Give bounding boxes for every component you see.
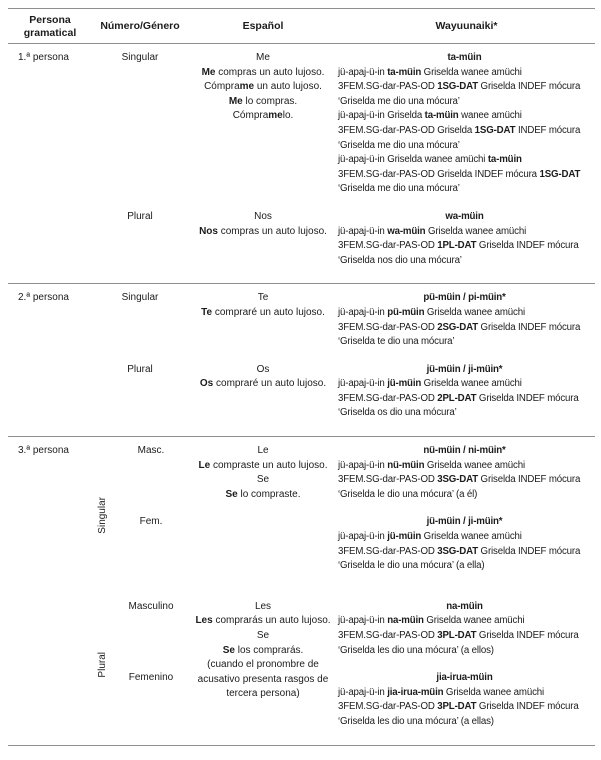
espanol-line [190, 95, 336, 110]
wayuunaiki-line-highlight: jü-müin / ji-müin* [426, 363, 503, 375]
wayuunaiki-line-highlight: pü-müin [387, 306, 425, 318]
espanol-line-text: Se [256, 474, 270, 486]
espanol-line [190, 51, 336, 66]
espanol-line [190, 80, 336, 95]
espanol-line-highlight: Se [222, 644, 235, 656]
wayuunaiki-line [338, 182, 591, 197]
wayuunaiki-line-text: jü-apaj-ü-in [338, 459, 388, 471]
wayuunaiki-cell [338, 444, 595, 515]
espanol-line-highlight: me [239, 81, 255, 93]
wayuunaiki-cell [338, 515, 595, 599]
espanol-cell [188, 51, 338, 210]
wayuunaiki-line [338, 629, 591, 644]
espanol-line [190, 473, 336, 488]
wayuunaiki-line-text: jü-apaj-ü-in Griselda [338, 110, 425, 122]
wayuunaiki-cell [338, 600, 595, 671]
wayuunaiki-line [338, 51, 591, 66]
numero-rotated-label [92, 444, 114, 600]
wayuunaiki-line [338, 559, 591, 574]
wayuunaiki-line-highlight: jü-müin [387, 531, 422, 543]
wayuunaiki-line [338, 600, 591, 615]
espanol-line [190, 644, 336, 659]
section-persona-3 [8, 436, 595, 745]
wayuunaiki-line [338, 210, 591, 225]
wayuunaiki-line-highlight: ta-müin [487, 154, 522, 166]
espanol-line-text: compraste un auto lujoso. [210, 459, 328, 471]
wayuunaiki-line-text: ‘Griselda le dio una mócura’ (a él) [338, 488, 478, 500]
espanol-line-highlight: Les [195, 615, 213, 627]
wayuunaiki-line-highlight: 1SG-DAT [539, 168, 581, 180]
wayuunaiki-line-text: Griselda INDEF mócura [478, 474, 581, 486]
espanol-line-text: un auto lujoso. [254, 81, 322, 93]
espanol-line [190, 210, 336, 225]
wayuunaiki-line [338, 377, 591, 392]
numero-rotated-label [92, 600, 114, 743]
wayuunaiki-line-highlight: 3SG-DAT [437, 474, 479, 486]
espanol-line-text: compraré un auto lujoso. [213, 378, 327, 390]
wayuunaiki-line-highlight: ta-müin [387, 66, 422, 78]
persona-label: 1.ª persona [18, 52, 69, 63]
wayuunaiki-line-highlight: na-müin [387, 615, 424, 627]
wayuunaiki-line [338, 363, 591, 378]
wayuunaiki-line [338, 95, 591, 110]
wayuunaiki-line [338, 530, 591, 545]
espanol-line [190, 658, 336, 702]
wayuunaiki-line-highlight: 2PL-DAT [437, 392, 477, 404]
wayuunaiki-line [338, 168, 591, 183]
wayuunaiki-line-text: Griselda wanee amüchi [421, 531, 522, 543]
wayuunaiki-line-text: Griselda wanee amüchi [425, 225, 527, 237]
wayuunaiki-line-text: ‘Griselda les dio una mócura’ (a ellas) [338, 715, 494, 727]
wayuunaiki-line-text: Griselda wanee amüchi [423, 615, 525, 627]
wayuunaiki-line [338, 239, 591, 254]
wayuunaiki-line [338, 139, 591, 154]
table-body [8, 44, 595, 745]
wayuunaiki-line-text: jü-apaj-ü-in [338, 66, 388, 78]
wayuunaiki-line-text: Griselda wanee amüchi [424, 306, 525, 318]
wayuunaiki-line-highlight: 3PL-DAT [437, 701, 477, 713]
wayuunaiki-line [338, 614, 591, 629]
wayuunaiki-line [338, 671, 591, 686]
header-persona-gramatical: Persona gramatical [23, 14, 77, 39]
wayuunaiki-line-text: Griselda INDEF mócura [478, 81, 581, 93]
wayuunaiki-line-text: jü-apaj-ü-in [338, 225, 388, 237]
wayuunaiki-line [338, 109, 591, 124]
espanol-line-text: Cómpra [232, 110, 269, 122]
wayuunaiki-line-text: jü-apaj-ü-in [338, 615, 388, 627]
espanol-line [190, 109, 336, 124]
wayuunaiki-line-text: jü-apaj-ü-in [338, 686, 388, 698]
wayuunaiki-line [338, 306, 591, 321]
wayuunaiki-line-highlight: nü-müin [387, 459, 425, 471]
espanol-line [190, 600, 336, 615]
wayuunaiki-line-highlight: jü-müin / ji-müin* [426, 516, 503, 528]
header-wayuunaiki: Wayuunaiki* [435, 20, 498, 33]
espanol-line-text: Le [257, 445, 269, 457]
wayuunaiki-line-text: INDEF mócura [515, 124, 581, 136]
wayuunaiki-line-highlight: 3PL-DAT [437, 630, 477, 641]
espanol-line-highlight: Te [201, 306, 213, 318]
wayuunaiki-line-text: jü-apaj-ü-in [338, 531, 388, 543]
wayuunaiki-line [338, 392, 591, 407]
espanol-line-highlight: Me [201, 66, 216, 78]
espanol-cell [188, 444, 338, 600]
table-header-row [8, 9, 595, 44]
genero-label: Femenino [128, 672, 174, 684]
wayuunaiki-cell [338, 51, 595, 210]
espanol-line [190, 225, 336, 240]
espanol-line-text: comprarás un auto lujoso. [212, 615, 331, 627]
wayuunaiki-line-highlight: 1SG-DAT [474, 124, 516, 136]
wayuunaiki-line-text: 3FEM.SG-dar-PAS-OD [338, 81, 438, 93]
wayuunaiki-line-highlight: ta-müin [424, 110, 459, 122]
wayuunaiki-line-text: Griselda wanee amüchi [443, 686, 545, 698]
espanol-line-text: Me [256, 52, 270, 63]
section-persona-2 [8, 283, 595, 436]
persona-label: 2.ª persona [18, 292, 69, 304]
wayuunaiki-line-text: 3FEM.SG-dar-PAS-OD [338, 240, 438, 252]
espanol-line-text: compras un auto lujoso. [217, 225, 327, 237]
espanol-line-text: Se [256, 630, 270, 641]
wayuunaiki-cell [338, 291, 595, 362]
wayuunaiki-line-text: ‘Griselda nos dio una mócura’ [338, 254, 462, 266]
espanol-line-text: compras un auto lujoso. [215, 66, 325, 78]
espanol-line-text: lo. [282, 110, 294, 122]
wayuunaiki-line [338, 80, 591, 95]
wayuunaiki-line-highlight: na-müin [446, 600, 483, 612]
wayuunaiki-line-text: Griselda INDEF mócura [478, 321, 581, 333]
wayuunaiki-line-text: Griselda INDEF mócura [478, 545, 581, 557]
espanol-line-text: los comprarás. [234, 644, 304, 656]
wayuunaiki-line [338, 700, 591, 715]
wayuunaiki-line-text: ‘Griselda les dio una mócura’ (a ellos) [338, 644, 494, 656]
espanol-cell [188, 210, 338, 281]
espanol-line [190, 291, 336, 306]
genero-label: Fem. [139, 516, 163, 528]
wayuunaiki-line-text: Griselda wanee amüchi [421, 66, 522, 78]
espanol-line-highlight: Le [198, 459, 211, 471]
wayuunaiki-line-highlight: 3SG-DAT [437, 545, 479, 557]
wayuunaiki-line-highlight: jia-irua-müin [436, 672, 493, 684]
wayuunaiki-line-highlight: 1PL-DAT [437, 240, 477, 252]
wayuunaiki-line [338, 488, 591, 503]
wayuunaiki-line-text: Griselda wanee amüchi [421, 378, 522, 390]
wayuunaiki-line-text: 3FEM.SG-dar-PAS-OD [338, 701, 438, 713]
espanol-line [190, 614, 336, 629]
wayuunaiki-line-text: 3FEM.SG-dar-PAS-OD [338, 545, 438, 557]
wayuunaiki-line-highlight: nü-müin / ni-müin* [423, 445, 506, 457]
numero-label: Plural [127, 363, 153, 375]
espanol-cell [188, 600, 338, 743]
wayuunaiki-line-text: wanee amüchi [458, 110, 522, 122]
wayuunaiki-line [338, 254, 591, 269]
wayuunaiki-line-text: Griselda INDEF mócura [476, 630, 579, 641]
espanol-line [190, 306, 336, 321]
wayuunaiki-line-text: 3FEM.SG-dar-PAS-OD [338, 392, 438, 404]
header-numero-genero: Número/Género [100, 20, 180, 33]
wayuunaiki-line-highlight: ta-müin [447, 52, 482, 63]
wayuunaiki-line [338, 66, 591, 81]
wayuunaiki-line [338, 545, 591, 560]
wayuunaiki-line-text: Griselda INDEF mócura [476, 701, 579, 713]
wayuunaiki-line-text: 3FEM.SG-dar-PAS-OD [338, 474, 438, 486]
wayuunaiki-line [338, 515, 591, 530]
espanol-line-text: Os [256, 363, 270, 375]
wayuunaiki-line [338, 225, 591, 240]
rotated-text: Singular [96, 497, 108, 534]
wayuunaiki-line [338, 686, 591, 701]
espanol-line-text: Te [257, 292, 269, 304]
wayuunaiki-line [338, 644, 591, 659]
numero-label: Plural [127, 210, 153, 222]
espanol-line-highlight: Nos [199, 225, 218, 237]
wayuunaiki-line [338, 406, 591, 421]
wayuunaiki-line [338, 124, 591, 139]
wayuunaiki-line-text: ‘Griselda me dio una mócura’ [338, 183, 460, 195]
espanol-line-highlight: Se [225, 488, 238, 500]
numero-label: Singular [121, 292, 159, 304]
espanol-line-text: Nos [254, 210, 272, 222]
espanol-line-text: Les [254, 600, 272, 612]
wayuunaiki-line-text: 3FEM.SG-dar-PAS-OD Griselda INDEF mócura [338, 168, 540, 180]
wayuunaiki-line-text: ‘Griselda te dio una mócura’ [338, 336, 455, 348]
espanol-line [190, 66, 336, 81]
wayuunaiki-line-highlight: pü-müin / pi-müin* [423, 292, 506, 304]
espanol-line [190, 444, 336, 459]
espanol-line-highlight: Me [228, 95, 243, 107]
wayuunaiki-line-text: ‘Griselda me dio una mócura’ [338, 95, 460, 107]
wayuunaiki-line-text: Griselda wanee amüchi [424, 459, 525, 471]
wayuunaiki-line-highlight: jia-irua-müin [387, 686, 444, 698]
wayuunaiki-line-text: 3FEM.SG-dar-PAS-OD Griselda [338, 124, 475, 136]
espanol-line [190, 377, 336, 392]
espanol-line-text: lo compraste. [237, 488, 301, 500]
persona-label: 3.ª persona [18, 445, 69, 457]
wayuunaiki-line [338, 715, 591, 730]
espanol-line-text: compraré un auto lujoso. [212, 306, 325, 318]
espanol-line-highlight: me [268, 110, 283, 122]
wayuunaiki-line-text: jü-apaj-ü-in Griselda wanee amüchi [338, 154, 488, 166]
wayuunaiki-line [338, 335, 591, 350]
wayuunaiki-line-text: ‘Griselda le dio una mócura’ (a ella) [338, 560, 485, 572]
espanol-line-highlight: Os [199, 378, 214, 390]
wayuunaiki-line [338, 153, 591, 168]
wayuunaiki-cell [338, 671, 595, 742]
wayuunaiki-line [338, 321, 591, 336]
pronoun-table [8, 8, 595, 746]
wayuunaiki-line-text: 3FEM.SG-dar-PAS-OD [338, 630, 438, 641]
wayuunaiki-line-highlight: jü-müin [387, 378, 422, 390]
genero-label: Masculino [128, 600, 174, 612]
genero-label: Masc. [137, 445, 165, 457]
espanol-line [190, 629, 336, 644]
wayuunaiki-line-text: Griselda INDEF mócura [476, 392, 579, 404]
espanol-line-text: Cómpra [204, 81, 240, 93]
wayuunaiki-line [338, 444, 591, 459]
wayuunaiki-line [338, 473, 591, 488]
rotated-text: Plural [96, 651, 108, 678]
header-espanol: Español [242, 20, 284, 33]
wayuunaiki-line-text: ‘Griselda me dio una mócura’ [338, 139, 460, 151]
espanol-line-text: (cuando el pronombre de acusativo presenta rasgos de tercera persona) [197, 659, 329, 700]
espanol-cell [188, 291, 338, 362]
espanol-cell [188, 363, 338, 434]
espanol-line [190, 459, 336, 474]
wayuunaiki-line-text: ‘Griselda os dio una mócura’ [338, 407, 457, 419]
section-persona-1 [8, 44, 595, 283]
wayuunaiki-line-highlight: 1SG-DAT [437, 81, 479, 93]
espanol-line [190, 363, 336, 378]
espanol-line [190, 488, 336, 503]
wayuunaiki-line-text: Griselda INDEF mócura [476, 240, 579, 252]
wayuunaiki-line-text: 3FEM.SG-dar-PAS-OD [338, 321, 438, 333]
wayuunaiki-line-text: jü-apaj-ü-in [338, 378, 388, 390]
wayuunaiki-line-highlight: 2SG-DAT [437, 321, 479, 333]
wayuunaiki-cell [338, 210, 595, 281]
wayuunaiki-line [338, 459, 591, 474]
wayuunaiki-line-highlight: wa-müin [445, 210, 484, 222]
wayuunaiki-line-text: jü-apaj-ü-in [338, 306, 388, 318]
wayuunaiki-line [338, 291, 591, 306]
espanol-line-text: lo compras. [242, 95, 298, 107]
wayuunaiki-line-highlight: wa-müin [387, 225, 426, 237]
wayuunaiki-cell [338, 363, 595, 434]
numero-label: Singular [121, 52, 159, 63]
